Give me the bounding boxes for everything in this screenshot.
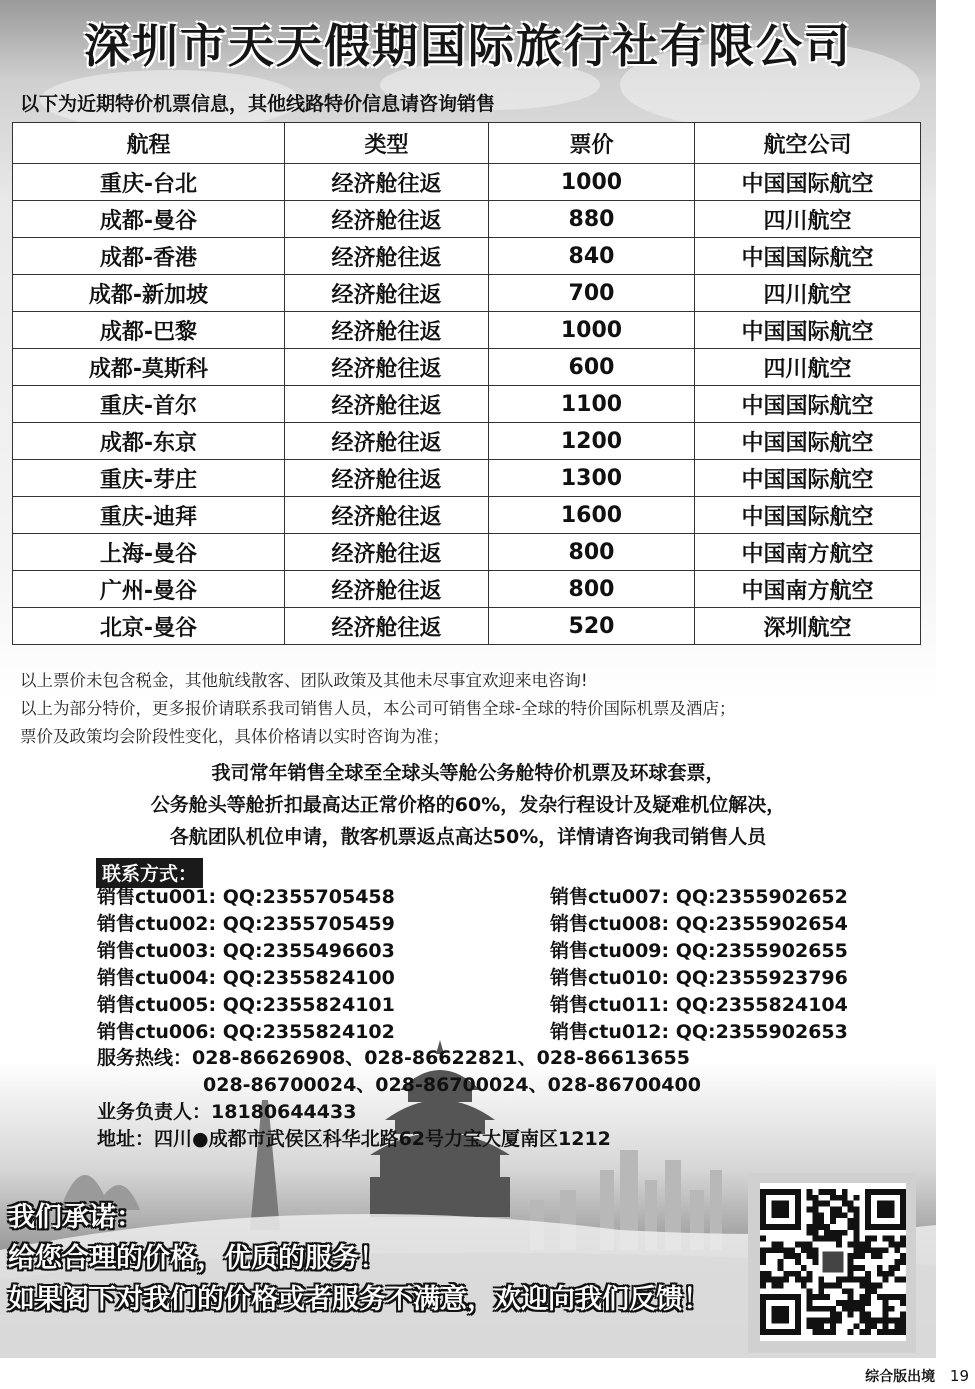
fare-type-cell: 经济舱往返	[285, 386, 489, 423]
sales-contact-item: 销售ctu007: QQ:2355902652	[550, 886, 848, 908]
route-cell: 成都-香港	[13, 238, 285, 275]
route-cell: 成都-东京	[13, 423, 285, 460]
fare-type-cell: 经济舱往返	[285, 608, 489, 645]
page-number: 19	[949, 1367, 969, 1385]
promise-heading: 我们承诺：	[8, 1202, 143, 1233]
price-cell: 520	[489, 608, 695, 645]
business-manager-phone: 业务负责人：18180644433	[97, 1101, 357, 1123]
hotline-numbers: 服务热线：028-86626908、028-86622821、028-86613655	[97, 1047, 690, 1069]
fare-row	[13, 534, 921, 571]
note-line: 以上票价未包含税金，其他航线散客、团队政策及其他未尽事宜欢迎来电咨询!	[20, 671, 588, 690]
price-cell: 1100	[489, 386, 695, 423]
route-cell: 重庆-台北	[13, 164, 285, 201]
column-header-route: 航程	[13, 123, 285, 164]
hotline-numbers-continued: 028-86700024、028-86700024、028-86700400	[203, 1074, 701, 1096]
column-header-airline: 航空公司	[695, 123, 921, 164]
fare-notes	[20, 667, 735, 751]
route-cell: 成都-新加坡	[13, 275, 285, 312]
route-cell: 成都-莫斯科	[13, 349, 285, 386]
sales-contacts-right	[550, 884, 848, 1046]
page-footer	[865, 1366, 969, 1386]
column-header-price: 票价	[489, 123, 695, 164]
price-cell: 700	[489, 275, 695, 312]
fare-type-cell: 经济舱往返	[285, 349, 489, 386]
fare-row	[13, 201, 921, 238]
highlight-line: 各航团队机位申请，散客机票返点高达50%，详情请咨询我司销售人员	[169, 826, 767, 848]
sales-contact-item: 销售ctu012: QQ:2355902653	[550, 1021, 848, 1043]
airline-cell: 中国国际航空	[695, 497, 921, 534]
price-cell: 1600	[489, 497, 695, 534]
airline-cell: 四川航空	[695, 201, 921, 238]
sales-contact-item: 销售ctu001: QQ:2355705458	[97, 886, 395, 908]
price-cell: 600	[489, 349, 695, 386]
fare-type-cell: 经济舱往返	[285, 460, 489, 497]
fare-row	[13, 571, 921, 608]
sales-contacts-left	[97, 884, 395, 1046]
route-cell: 重庆-芽庄	[13, 460, 285, 497]
route-cell: 重庆-迪拜	[13, 497, 285, 534]
fare-type-cell: 经济舱往返	[285, 497, 489, 534]
airline-cell: 中国国际航空	[695, 164, 921, 201]
fare-row	[13, 349, 921, 386]
sales-contact-item: 销售ctu008: QQ:2355902654	[550, 913, 848, 935]
price-cell: 1000	[489, 312, 695, 349]
sales-contact-item: 销售ctu006: QQ:2355824102	[97, 1021, 395, 1043]
airline-cell: 中国国际航空	[695, 423, 921, 460]
route-cell: 北京-曼谷	[13, 608, 285, 645]
sales-contact-item: 销售ctu009: QQ:2355902655	[550, 940, 848, 962]
office-address: 地址：四川●成都市武侯区科华北路62号力宝大厦南区1212	[97, 1128, 611, 1150]
promise-line: 如果阁下对我们的价格或者服务不满意，欢迎向我们反馈！	[8, 1284, 710, 1315]
sales-contact-item: 销售ctu010: QQ:2355923796	[550, 967, 848, 989]
route-cell: 广州-曼谷	[13, 571, 285, 608]
fare-type-cell: 经济舱往返	[285, 238, 489, 275]
airline-cell: 中国国际航空	[695, 386, 921, 423]
sales-contact-item: 销售ctu004: QQ:2355824100	[97, 967, 395, 989]
fare-table-header-row	[13, 123, 921, 164]
fare-row	[13, 312, 921, 349]
fare-type-cell: 经济舱往返	[285, 534, 489, 571]
route-cell: 上海-曼谷	[13, 534, 285, 571]
airline-cell: 四川航空	[695, 349, 921, 386]
note-line: 票价及政策均会阶段性变化，具体价格请以实时咨询为准；	[20, 727, 449, 746]
route-cell: 成都-曼谷	[13, 201, 285, 238]
fare-row	[13, 386, 921, 423]
price-cell: 800	[489, 571, 695, 608]
promise-line: 给您合理的价格，优质的服务！	[8, 1243, 386, 1274]
price-cell: 880	[489, 201, 695, 238]
route-cell: 成都-巴黎	[13, 312, 285, 349]
price-cell: 1000	[489, 164, 695, 201]
sales-contact-item: 销售ctu011: QQ:2355824104	[550, 994, 848, 1016]
fare-intro-text: 以下为近期特价机票信息，其他线路特价信息请咨询销售	[20, 93, 496, 115]
airline-cell: 中国南方航空	[695, 534, 921, 571]
fare-table	[12, 122, 921, 645]
airline-cell: 四川航空	[695, 275, 921, 312]
fare-type-cell: 经济舱往返	[285, 164, 489, 201]
promise-banner	[8, 1197, 710, 1320]
sales-contact-item: 销售ctu003: QQ:2355496603	[97, 940, 395, 962]
price-cell: 800	[489, 534, 695, 571]
fare-row	[13, 460, 921, 497]
qr-code-frame	[748, 1173, 916, 1353]
price-cell: 1200	[489, 423, 695, 460]
fare-row	[13, 497, 921, 534]
highlight-line: 我司常年销售全球至全球头等舱公务舱特价机票及环球套票，	[211, 762, 725, 784]
airline-cell: 中国国际航空	[695, 312, 921, 349]
note-line: 以上为部分特价，更多报价请联系我司销售人员，本公司可销售全球-全球的特价国际机票及酒店；	[20, 699, 736, 718]
fare-type-cell: 经济舱往返	[285, 201, 489, 238]
airline-cell: 中国国际航空	[695, 460, 921, 497]
qr-code-icon	[760, 1183, 906, 1341]
fare-type-cell: 经济舱往返	[285, 312, 489, 349]
airline-cell: 深圳航空	[695, 608, 921, 645]
fare-type-cell: 经济舱往返	[285, 275, 489, 312]
column-header-type: 类型	[285, 123, 489, 164]
fare-row	[13, 275, 921, 312]
airline-cell: 中国国际航空	[695, 238, 921, 275]
company-title: 深圳市天天假期国际旅行社有限公司	[84, 19, 852, 73]
sales-contact-item: 销售ctu005: QQ:2355824101	[97, 994, 395, 1016]
service-highlights	[0, 757, 936, 853]
contact-section-label: 联系方式：	[96, 858, 203, 888]
sales-contact-item: 销售ctu002: QQ:2355705459	[97, 913, 395, 935]
fare-row	[13, 608, 921, 645]
fare-row	[13, 164, 921, 201]
fare-row	[13, 238, 921, 275]
airline-cell: 中国南方航空	[695, 571, 921, 608]
route-cell: 重庆-首尔	[13, 386, 285, 423]
fare-type-cell: 经济舱往返	[285, 423, 489, 460]
section-name: 综合版出境	[865, 1369, 936, 1385]
service-contact-block	[97, 1045, 701, 1153]
price-cell: 1300	[489, 460, 695, 497]
fare-row	[13, 423, 921, 460]
price-cell: 840	[489, 238, 695, 275]
highlight-line: 公务舱头等舱折扣最高达正常价格的60%，发杂行程设计及疑难机位解决，	[150, 794, 786, 816]
fare-type-cell: 经济舱往返	[285, 571, 489, 608]
